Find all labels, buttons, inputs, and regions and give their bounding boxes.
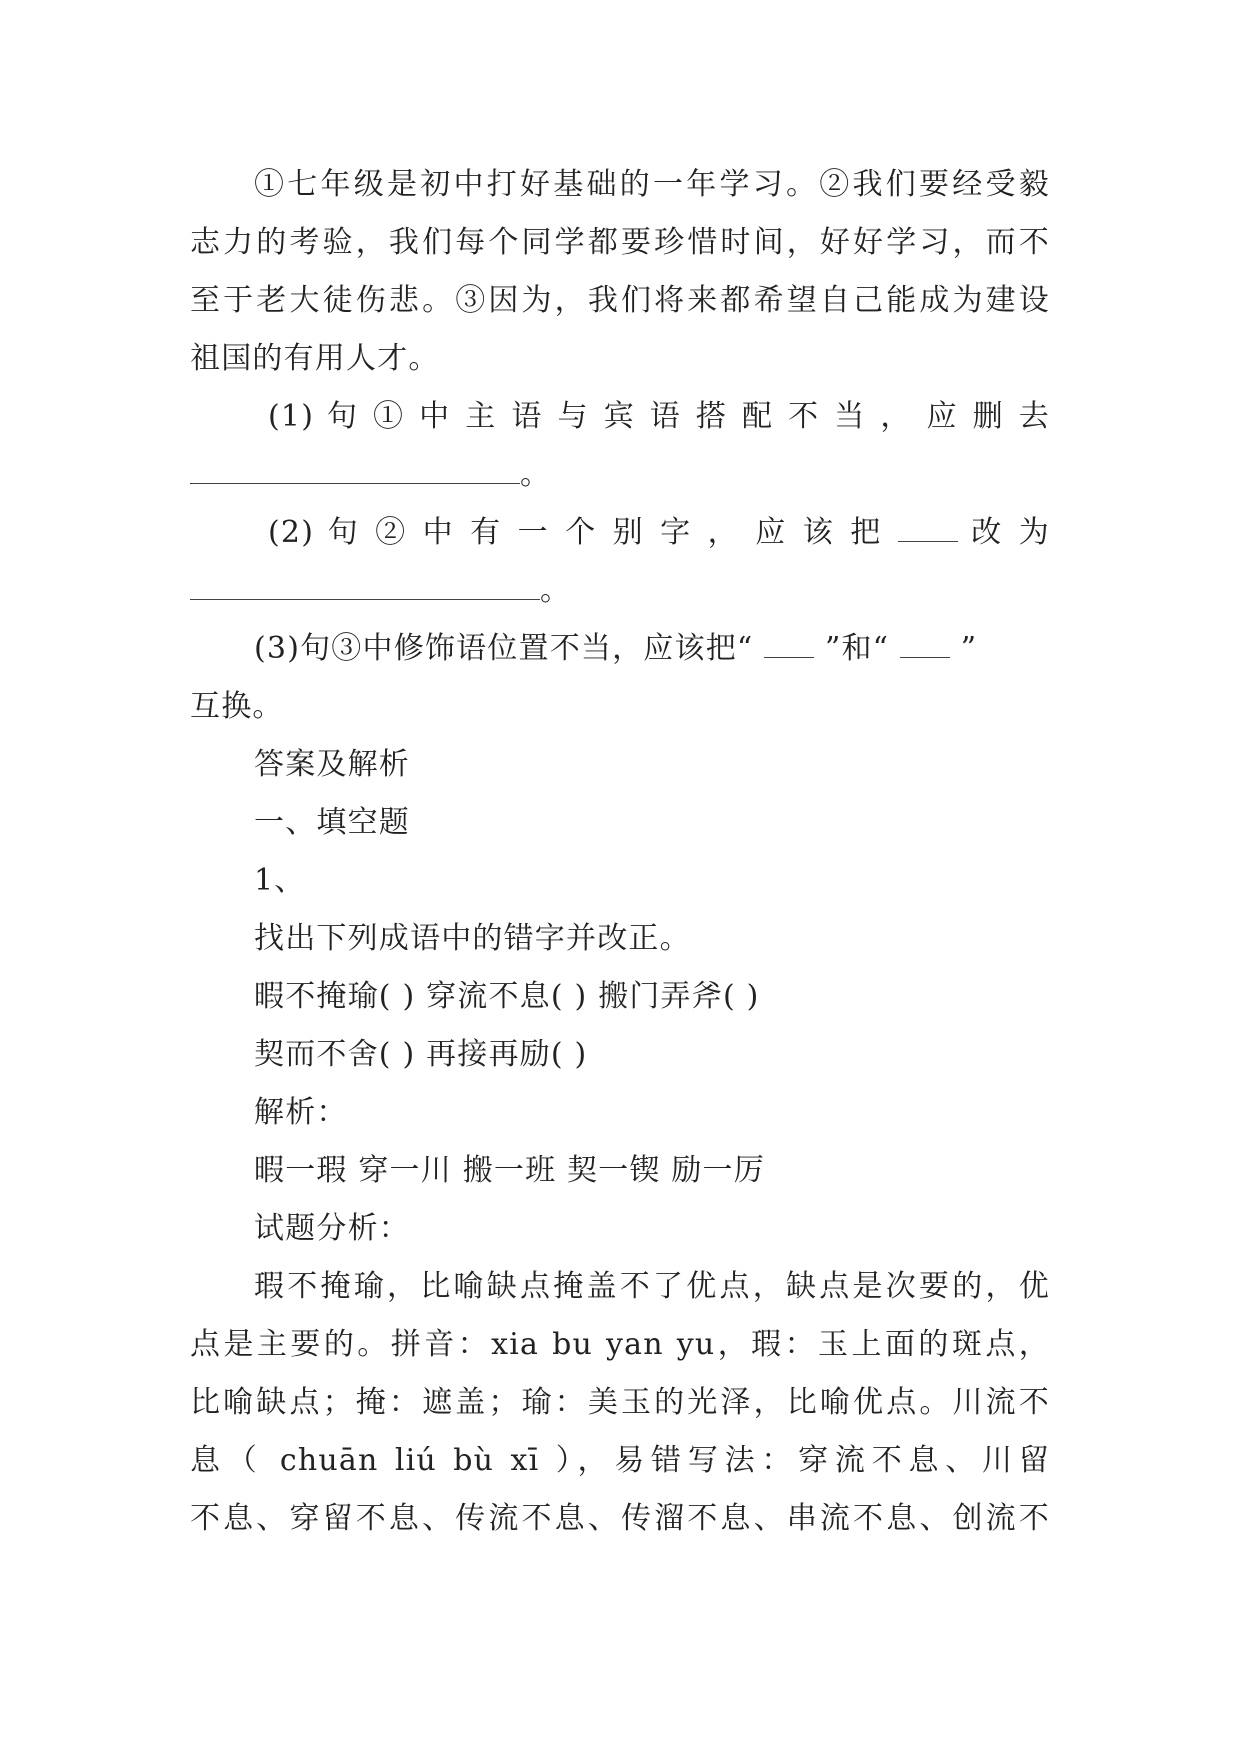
analysis-line: 不息、穿留不息、传流不息、传溜不息、串流不息、创流不: [190, 1501, 1050, 1536]
question-3-part-c: ”: [960, 631, 978, 666]
question-1-text: (1) 句 ① 中 主 语 与 宾 语 搭 配 不 当 ， 应 删 去: [268, 399, 1050, 434]
analysis-line: 比喻缺点；掩：遮盖；瑜：美玉的光泽，比喻优点。川流不: [190, 1385, 1050, 1420]
section-heading: 一、填空题: [254, 805, 410, 840]
answer-blank: [190, 577, 540, 600]
question-2: [190, 504, 1050, 562]
question-2-text-b: 改 为: [971, 515, 1050, 550]
analysis-label: 解析：: [254, 1095, 348, 1130]
answer-blank: [764, 635, 814, 658]
analysis-line: 息（ chuān liú bù xī ），易错写法：穿流不息、川留: [190, 1443, 1050, 1478]
instruction: 找出下列成语中的错字并改正。: [254, 921, 691, 956]
corrections: 暇一瑕 穿一川 搬一班 契一锲 励一厉: [254, 1153, 765, 1188]
analysis-line: 点是主要的。拼音：xia bu yan yu，瑕：玉上面的斑点，: [190, 1327, 1050, 1362]
item-number: 1、: [254, 863, 306, 898]
document-body: [190, 156, 1050, 1548]
question-3: [190, 620, 1050, 678]
answer-blank: [190, 461, 520, 484]
paragraph-line: 至于老大徒伤悲。③因为，我们将来都希望自己能成为建设: [190, 283, 1050, 318]
question-3-line-2: 互换。: [190, 689, 284, 724]
question-2-answer-line: [190, 562, 1050, 620]
paragraph-line: 祖国的有用人才。: [190, 341, 440, 376]
answer-blank: [898, 519, 958, 542]
question-1-end: 。: [520, 457, 552, 492]
question-2-text-a: (2) 句 ② 中 有 一 个 别 字 ， 应 该 把: [268, 515, 885, 550]
analysis-line: 瑕不掩瑜，比喻缺点掩盖不了优点，缺点是次要的，优: [254, 1269, 1050, 1304]
idioms-row-2: 契而不舍( ) 再接再励( ): [254, 1037, 588, 1072]
question-1-answer-line: [190, 446, 1050, 504]
question-2-end: 。: [540, 573, 572, 608]
paragraph-line: ①七年级是初中打好基础的一年学习。②我们要经受毅: [254, 167, 1050, 202]
answer-blank: [900, 635, 950, 658]
question-1: [190, 388, 1050, 446]
paragraph-line: 志力的考验，我们每个同学都要珍惜时间，好好学习，而不: [190, 225, 1050, 260]
question-3-part-a: (3)句③中修饰语位置不当，应该把“: [254, 631, 754, 666]
idioms-row-1: 暇不掩瑜( ) 穿流不息( ) 搬门弄斧( ): [254, 979, 760, 1014]
question-3-part-b: ”和“: [824, 631, 890, 666]
answers-heading: 答案及解析: [254, 747, 410, 782]
test-analysis-label: 试题分析：: [254, 1211, 410, 1246]
